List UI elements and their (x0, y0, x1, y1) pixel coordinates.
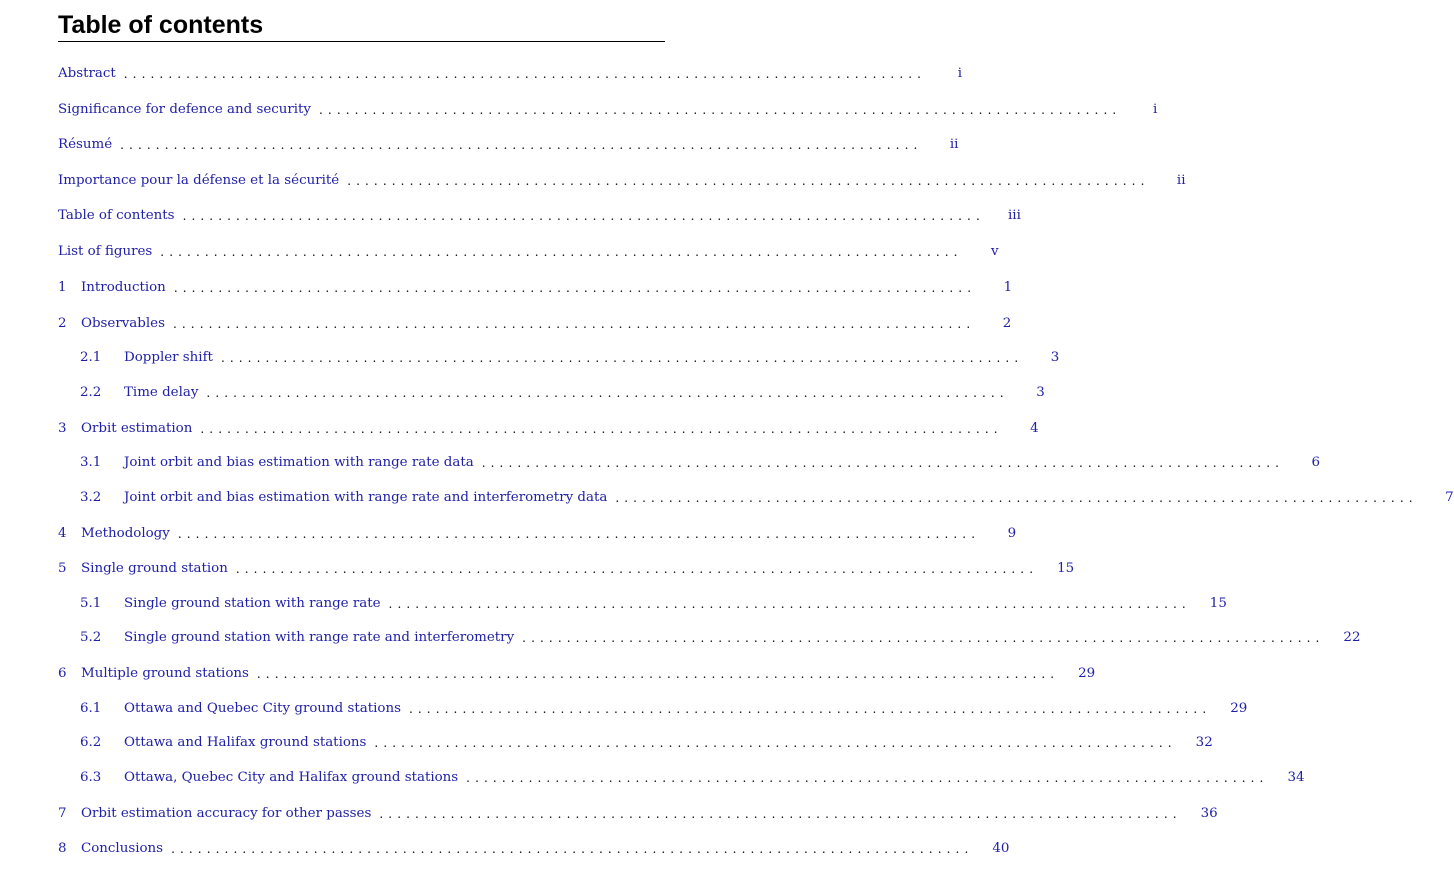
section-number: 1 (58, 280, 67, 295)
subsection-page: 3 (1050, 350, 1060, 365)
dot-leader: .......................................................................................... (160, 245, 963, 259)
toc-entry-importance[interactable] (58, 171, 1186, 191)
subsection-title: Single ground station with range rate (124, 596, 381, 611)
subsection-number: 5.2 (80, 630, 102, 645)
entry-title: Table of contents (58, 208, 175, 223)
subsection-title: Single ground station with range rate and interferometry (124, 630, 515, 645)
section-page: 1 (1003, 280, 1013, 295)
section-page: 29 (1078, 666, 1096, 681)
subsection-title: Doppler shift (124, 350, 213, 365)
section-title: Introduction (81, 280, 166, 295)
subsection-page: 7 (1445, 490, 1454, 505)
entry-page: ii (1176, 173, 1186, 188)
section-page: 36 (1200, 806, 1218, 821)
dot-leader: .......................................................................................... (182, 209, 985, 223)
toc-subsection-6-3[interactable] (80, 768, 1305, 788)
section-page: 40 (992, 841, 1010, 856)
toc-entry-table-of-contents[interactable] (58, 206, 1021, 226)
dot-leader: .......................................................................................... (374, 736, 1177, 750)
toc-section-5[interactable] (58, 559, 1075, 579)
toc-subsection-5-1[interactable] (80, 594, 1227, 614)
toc-entry-list-of-figures[interactable] (58, 242, 999, 262)
dot-leader: .......................................................................................... (615, 491, 1418, 505)
toc-entry-abstract[interactable] (58, 64, 963, 84)
toc-section-6[interactable] (58, 664, 1096, 684)
section-number: 7 (58, 806, 67, 821)
entry-title: Importance pour la défense et la sécurité (58, 173, 340, 188)
subsection-number: 6.1 (80, 701, 102, 716)
entry-page: i (1153, 102, 1158, 117)
subsection-title: Joint orbit and bias estimation with range rate and interferometry data (124, 490, 608, 505)
toc-heading: Table of contents (58, 11, 264, 39)
entry-page: ii (949, 137, 959, 152)
heading-rule (58, 41, 665, 42)
section-page: 2 (1002, 316, 1012, 331)
dot-leader: .......................................................................................... (173, 281, 977, 295)
dot-leader: .......................................................................................... (481, 456, 1285, 470)
entry-title: Significance for defence and security (58, 102, 311, 117)
section-title: Orbit estimation accuracy for other passes (81, 806, 372, 821)
dot-leader: .......................................................................................... (235, 562, 1039, 576)
subsection-page: 32 (1195, 735, 1213, 750)
section-title: Conclusions (81, 841, 164, 856)
dot-leader: .......................................................................................... (388, 597, 1191, 611)
entry-title: List of figures (58, 244, 153, 259)
dot-leader: .......................................................................................... (171, 842, 974, 856)
dot-leader: .......................................................................................... (347, 174, 1150, 188)
dot-leader: .......................................................................................... (206, 386, 1009, 400)
subsection-number: 5.1 (80, 596, 102, 611)
toc-subsection-6-2[interactable] (80, 733, 1213, 753)
subsection-number: 6.2 (80, 735, 102, 750)
toc-subsection-3-2[interactable] (80, 488, 1454, 508)
toc-section-2[interactable] (58, 314, 1012, 334)
dot-leader: .......................................................................................... (522, 631, 1325, 645)
toc-subsection-6-1[interactable] (80, 699, 1248, 719)
section-title: Multiple ground stations (81, 666, 249, 681)
section-number: 3 (58, 421, 67, 436)
subsection-number: 6.3 (80, 770, 102, 785)
subsection-page: 22 (1343, 630, 1361, 645)
toc-section-3[interactable] (58, 419, 1039, 439)
toc-subsection-3-1[interactable] (80, 453, 1321, 473)
dot-leader: .......................................................................................... (200, 422, 1003, 436)
subsection-number: 2.2 (80, 385, 102, 400)
dot-leader: .......................................................................................... (408, 702, 1212, 716)
subsection-number: 3.1 (80, 455, 102, 470)
section-number: 6 (58, 666, 67, 681)
toc-entry-resume[interactable] (58, 135, 959, 155)
toc-subsection-2-1[interactable] (80, 348, 1060, 368)
section-title: Orbit estimation (81, 421, 193, 436)
subsection-page: 3 (1036, 385, 1045, 400)
entry-page: i (957, 66, 963, 81)
subsection-page: 15 (1209, 596, 1227, 611)
section-number: 5 (58, 561, 67, 576)
subsection-title: Ottawa and Quebec City ground stations (124, 701, 401, 716)
dot-leader: .......................................................................................... (172, 317, 976, 331)
subsection-page: 6 (1311, 455, 1321, 470)
dot-leader: .......................................................................................... (319, 103, 1122, 117)
section-page: 9 (1007, 526, 1017, 541)
subsection-title: Ottawa and Halifax ground stations (124, 735, 367, 750)
dot-leader: .......................................................................................... (123, 67, 927, 81)
section-page: 4 (1030, 421, 1039, 436)
entry-page: v (991, 244, 999, 259)
section-number: 2 (58, 316, 67, 331)
subsection-title: Joint orbit and bias estimation with range rate data (124, 455, 474, 470)
subsection-page: 29 (1230, 701, 1248, 716)
toc-subsection-5-2[interactable] (80, 628, 1361, 648)
entry-title: Abstract (58, 66, 116, 81)
subsection-number: 2.1 (80, 350, 102, 365)
toc-section-7[interactable] (58, 804, 1218, 824)
subsection-number: 3.2 (80, 490, 102, 505)
subsection-page: 34 (1287, 770, 1305, 785)
toc-section-4[interactable] (58, 524, 1017, 544)
dot-leader: .......................................................................................... (220, 351, 1024, 365)
dot-leader: .......................................................................................... (379, 807, 1182, 821)
toc-entry-significance[interactable] (58, 100, 1158, 120)
toc-section-8[interactable] (58, 839, 1010, 859)
section-title: Observables (81, 316, 165, 331)
section-title: Single ground station (81, 561, 228, 576)
dot-leader: .......................................................................................... (120, 138, 923, 152)
subsection-title: Time delay (124, 385, 199, 400)
section-number: 4 (58, 526, 67, 541)
entry-title: Résumé (58, 137, 113, 152)
section-title: Methodology (81, 526, 170, 541)
dot-leader: .......................................................................................... (466, 771, 1269, 785)
toc-subsection-2-2[interactable] (80, 383, 1045, 403)
entry-page: iii (1008, 208, 1021, 223)
dot-leader: .......................................................................................... (256, 667, 1060, 681)
subsection-title: Ottawa, Quebec City and Halifax ground stations (124, 770, 459, 785)
dot-leader: .......................................................................................... (177, 527, 981, 541)
section-page: 15 (1057, 561, 1075, 576)
toc-section-1[interactable] (58, 278, 1013, 298)
section-number: 8 (58, 841, 67, 856)
